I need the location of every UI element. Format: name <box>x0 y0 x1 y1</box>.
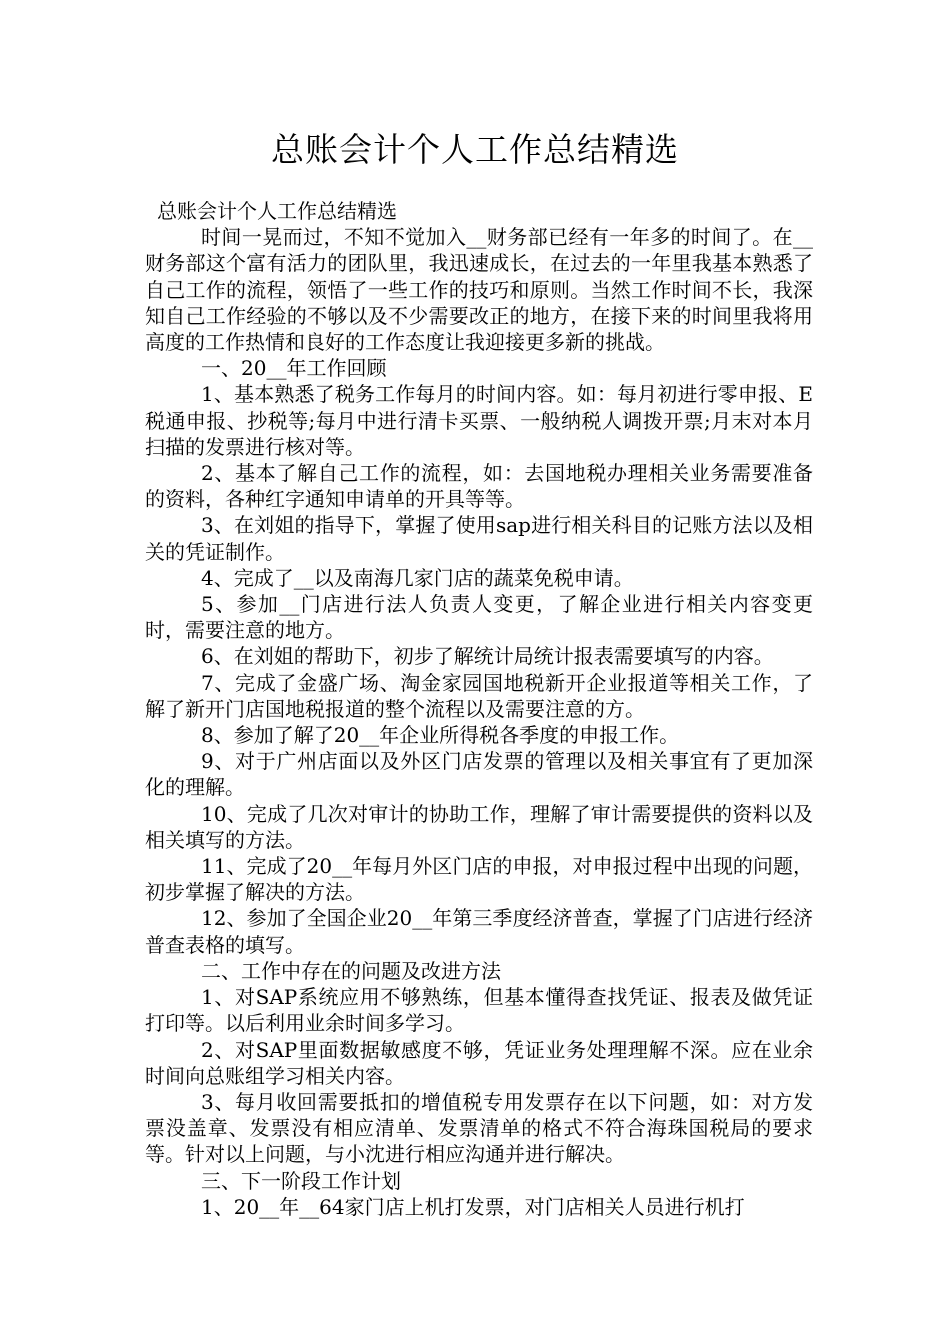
list-item: 1、基本熟悉了税务工作每月的时间内容。如：每月初进行零申报、E税通申报、抄税等;每月中进行清卡买票、一般纳税人调拨开票;月末对本月扫描的发票进行核对等。 <box>145 382 813 459</box>
list-item: 4、完成了__以及南海几家门店的蔬菜免税申请。 <box>201 565 634 590</box>
paragraph-intro: 时间一晃而过，不知不觉加入__财务部已经有一年多的时间了。在__财务部这个富有活力的团队里，我迅速成长，在过去的一年里我基本熟悉了自己工作的流程，领悟了一些工作的技巧和原则。当然工作时间不长，我深知自己工作经验的不够以及不少需要改正的地方，在接下来的时间里我将用高度的工作热情和良好的工作态度让我迎接更多新的挑战。 <box>145 225 813 355</box>
document-title: 总账会计个人工作总结精选 <box>271 130 679 169</box>
section-heading-review: 一、20__年工作回顾 <box>201 356 387 381</box>
document-subtitle: 总账会计个人工作总结精选 <box>157 199 397 223</box>
section-heading-problems: 二、工作中存在的问题及改进方法 <box>201 958 501 983</box>
list-item: 12、参加了全国企业20__年第三季度经济普查，掌握了门店进行经济普查表格的填写。 <box>145 906 813 957</box>
list-item: 1、20__年__64家门店上机打发票，对门店相关人员进行机打 <box>201 1194 745 1219</box>
list-item: 2、基本了解自己工作的流程，如：去国地税办理相关业务需要准备的资料，各种红字通知申请单的开具等等。 <box>145 461 813 512</box>
document-body <box>145 198 813 1220</box>
list-item: 8、参加了解了20__年企业所得税各季度的申报工作。 <box>201 723 680 748</box>
list-item: 5、参加__门店进行法人负责人变更，了解企业进行相关内容变更时，需要注意的地方。 <box>145 592 813 643</box>
list-item: 3、在刘姐的指导下，掌握了使用sap进行相关科目的记账方法以及相关的凭证制作。 <box>145 513 813 564</box>
list-item: 11、完成了20__年每月外区门店的申报，对申报过程中出现的问题，初步掌握了解决的方法。 <box>145 854 813 905</box>
list-item: 7、完成了金盛广场、淘金家园国地税新开企业报道等相关工作，了解了新开门店国地税报道的整个流程以及需要注意的方。 <box>145 670 813 721</box>
section-heading-plan: 三、下一阶段工作计划 <box>201 1168 401 1193</box>
list-item: 1、对SAP系统应用不够熟练，但基本懂得查找凭证、报表及做凭证打印等。以后利用业余时间多学习。 <box>145 985 813 1036</box>
list-item: 2、对SAP里面数据敏感度不够，凭证业务处理理解不深。应在业余时间向总账组学习相关内容。 <box>145 1037 813 1088</box>
list-item: 3、每月收回需要抵扣的增值税专用发票存在以下问题，如：对方发票没盖章、发票没有相应清单、发票清单的格式不符合海珠国税局的要求等。针对以上问题，与小沈进行相应沟通并进行解决。 <box>145 1089 813 1167</box>
list-item: 10、完成了几次对审计的协助工作，理解了审计需要提供的资料以及相关填写的方法。 <box>145 801 813 852</box>
list-item: 9、对于广州店面以及外区门店发票的管理以及相关事宜有了更加深化的理解。 <box>145 749 813 800</box>
list-item: 6、在刘姐的帮助下，初步了解统计局统计报表需要填写的内容。 <box>201 644 774 669</box>
